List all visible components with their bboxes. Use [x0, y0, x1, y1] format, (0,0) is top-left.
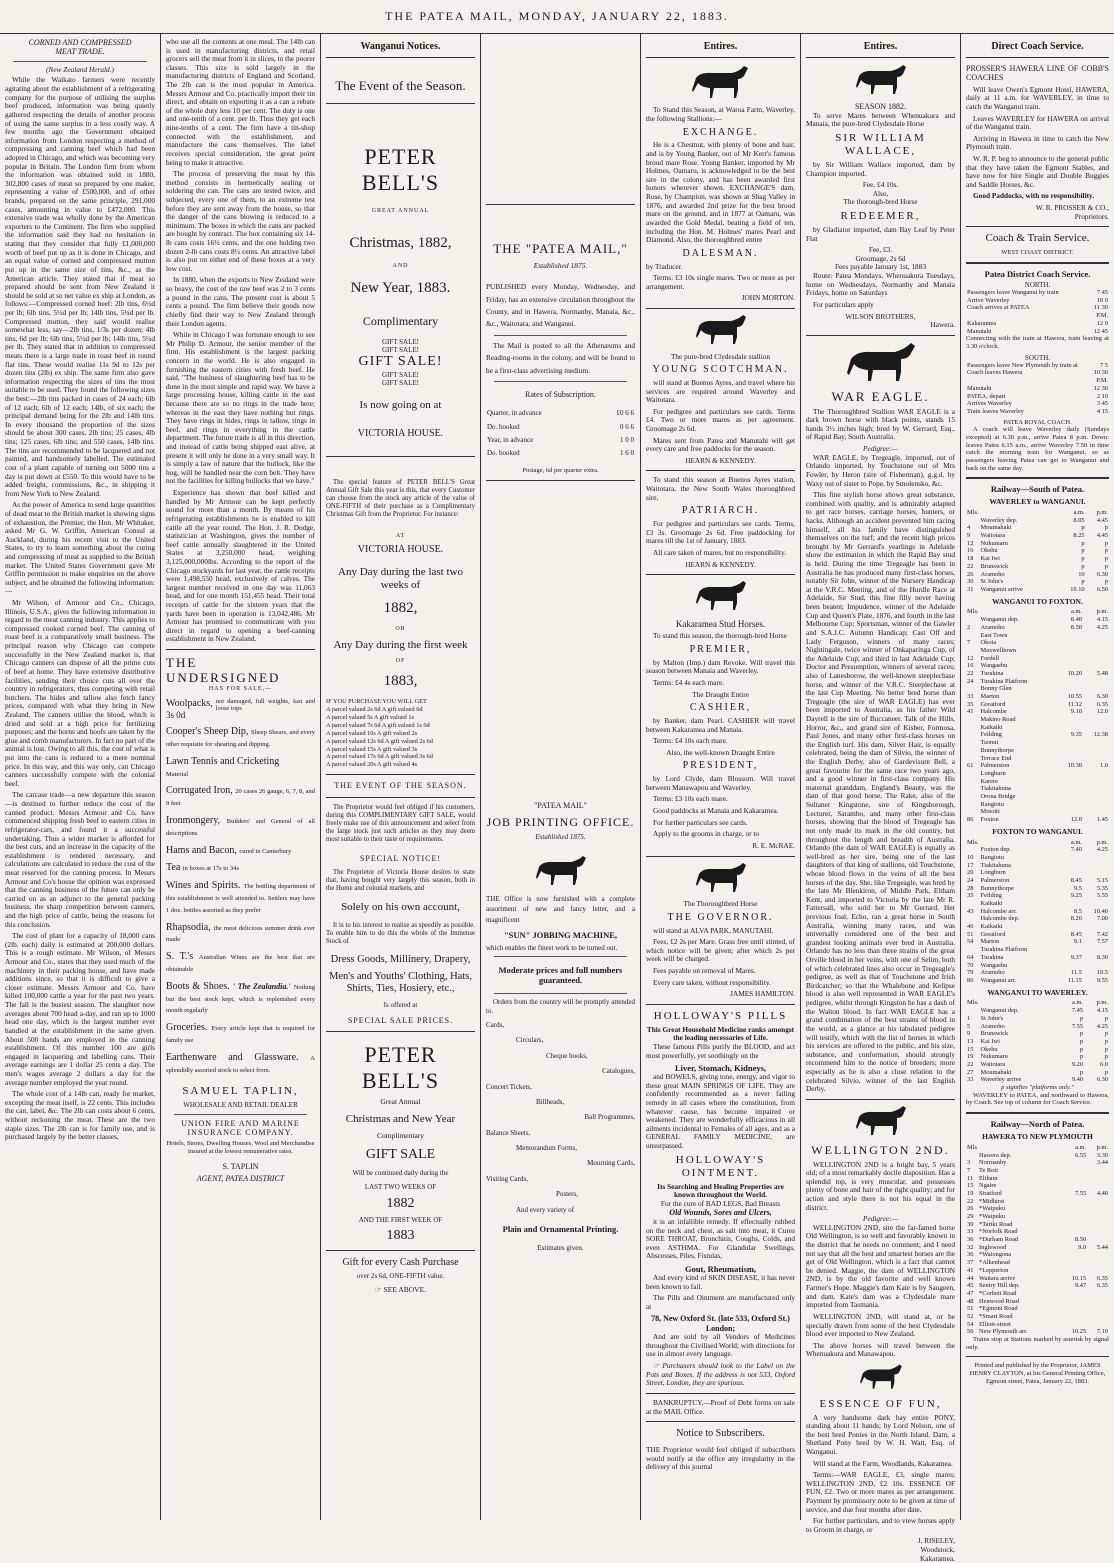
article-source: (New Zealand Herald.)	[46, 64, 114, 74]
gift-table: IF YOU PURCHASE YOU WILL GET A parcel valued 2s 6d A gift valued 6d A parcel valued 5s A gift valued 1s A parcel valued 7s 6d A gift valued 1s 6d A parcel valued 10s A gift valued 2s A parcel valued 12s 6d A gift valued 2s 6d A parcel valued 15s A gift valued 3s A parcel valued 17s 6d A gift valued 3s 6d A parcel valued 20s A gift valued 4s	[326, 698, 433, 769]
article-paragraph: In 1880, when the exports to New Zealand were so heavy, the cost of the raw beef was 2 to 3 cents a pound in the cans. The present cost is about 5 cents a pound. The firm believe their goods now chiefly find their way to New Zealand through their London agents.	[166, 275, 315, 328]
waverley-wanganui-table	[966, 509, 1109, 594]
peter-bells-heading-2: PETER BELL'S	[361, 1041, 440, 1093]
holloway-ointment-heading: HOLLOWAY'S OINTMENT.	[675, 1153, 766, 1179]
timetable-row: 86 Foxton 12.0 1.45	[967, 816, 1108, 824]
timetable-row: Mls. a.m. p.m.	[967, 999, 1108, 1007]
timetable-row: 7 Te Roti	[967, 1166, 998, 1174]
article-paragraph: Experience has shown that beef killed and handled by Mr Armour can be kept perfectly sound for more than a month. By means of his refrigerating establishments he is enabled to kill cattle all the year round. The Hon. J. R. Dodge, statistician at Washington, gives the number of beef cattle annually slaughtered in the United States at 3,250,000 head, weighing 3,125,000,000lbs. According to the report of the Chicago stockyards for last year, the cattle receipts were 1,498,550 head, exclusively of calves. The largest number received in one day was 11,063 head, and for one month 151,455 head. Their total receipts of cattle for the sixteen years that the yards have been in operation is 13,042,486. Mr Armour has promised to communicate with you direct in regard to opening a beef-canning establishment in New Zealand.	[166, 488, 315, 644]
article-paragraph: The process of preserving the meat by this method consists in hermetically sealing or soldering the can. The cans are tested twice, and subjected, every one of them, to an extreme test before they are sent away from the house, so that the danger of the cans blowing is reduced to a minimum. The boxes in which the cans are packed are bought by contract. The box containing six 14-lb cans costs 16½ cents, and the one holding two dozen 2-lb cans costs 8½ cents. An attractive label is also put on either end of these boxes at a very low cost.	[166, 169, 315, 273]
timetable-row: 5 Aramoho 7.55 4.25	[967, 1022, 1108, 1030]
column-entires-1: Entires. To Stand this Season, at Waroa Farm, Waverley, the following Stallions:— EXCHANGE. He is a Chestnut, with plenty of bone and hair, and is by Young Banker, out of Mr Kerr's famous brood mare Rose. Young Banker, imported by Mr Holmes, Oamaru, is acknowledged to be the best sire in the colony, and has been awarded first honors wherever shown. EXCHANGE'S dam, Rose, by Champion, was shown at Shag Valley in 1876, and awarded 2nd prize for the best brood mare on the ground, and in 1877 at Oamaru, was awarded the Gold Medal, beating a field of ten, including the Hon. M. Holmes' mares Pearl and Diamond. Also, the thoroughbred entire DALESMAN. by Traducer. Terms: £3 10s single mares. Two or more as per arrangement. JOHN MORTON. The pure-bred Clydesdale stallion YOUNG SCOTCHMAN. will stand at Buenos Ayres, and travel where his services are required around Waverley and Waitotara. For pedigree and particulars see cards. Terms £4. Two or more mares as per agreement. Groomage 2s 6d. Mares sent from Patea and Manutahi will get every care and free paddocks for the season. HEARN & KENNEDY. To stand this season at Buenos Ayres station, Waitotara, the New South Wales thoroughbred sire, PATRIARCH. For pedigree and particulars see cards. Terms, £3 3s. Groomage 2s 6d. Free paddocking for mares till the 1st of January, 1883. All care taken of mares, but no responsibility. HEARN & KENNEDY. Kakaramea Stud Horses. To stand this season, the thorough-bred Horse PREMIER, by Malton (Imp.) dam Revoke. Will travel this season between Manaia and Waverley. Terms: £4 4s each mare. The Draught Entire CASHIER, by Banker, dam Pearl. CASHIER will travel between Kakaramea and Manaia. Terms: £4 10s each mare. Also, the well-known Draught Entire PRESIDENT, by Lord Clyde, dam Blossom. Will travel between Manawapou and Waverley. Terms: £3 10s each mare. Good paddocks at Manaia and Kakaramea. For further particulars see cards. Apply to the grooms in charge, or to R. E. McRAE. The Thoroughbred Horse THE GOVERNOR. will stand at ALVA PARK, MANUTAHI. Fees, £2 2s per Mare. Grass free until stinted, of which notice will be given; after which 2s per week will be charged. Fees payable on removal of Mares. Every care taken, without responsibility. JAMES HAMILTON. HOLLOWAY'S PILLS This Great Household Medicine ranks amongst the leading necessaries of Life. These famous Pills purify the BLOOD, and act most powerfully, yet soothingly on the Liver, Stomach, Kidneys, and BOWELS, giving tone, energy, and vigor to these great MAIN SPRINGS OF LIFE. They are confidently recommended as a never failing remedy in all cases where the constitution, from whatever cause, has become impaired or weakened. They are wonderfully efficacious in all ailments incidental to Females of all ages, and as a GENERAL FAMILY MEDICINE, are unsurpassed. HOLLOWAY'S OINTMENT. Its Searching and Healing Properties are known throughout the World. For the cure of BAD LEGS, Bad Breasts Old Wounds, Sores and Ulcers, it is an infallible remedy. If effectually rubbed on the neck and chest, as salt into meat, it Cures SORE THROAT, Bronchitis, Coughs, Colds, and even ASTHMA. For Glandular Swellings, Abscesses, Piles, Fistulas, Gout, Rheumatism, And every kind of SKIN DISEASE, it has never been known to fail. The Pills and Ointment are manufactured only at 78, New Oxford St. (late 533, Oxford St.) London; And are sold by all Vendors of Medicines throughout the Civilised World; with directions for use in almost every language. ☞ Purchasers should look to the Label on the Pots and Boxes. If the address is not 533, Oxford Street, London, they are spurious. BANKRUPTCY.—Proof of Debt forms on sale at the MAIL Office. Notice to Subscribers. THE Proprietor would feel obliged if subscribers would notify at the office any irregularity in the delivery of this journal	[640, 34, 800, 1520]
timetable-row: 36 *Waiongona	[967, 1251, 1012, 1259]
timetable-row: 11 Eltham	[967, 1174, 998, 1182]
timetable-row: 10 Rangiotu	[967, 853, 1004, 861]
timetable-row: 52 *Smart Road	[967, 1312, 1013, 1320]
timetable-row: 3 Normanby 3.44	[967, 1159, 1108, 1167]
timetable-row: 16 Wangaehu	[967, 662, 1008, 670]
timetable-row: 9 Waitotara 8.25 4.45	[967, 532, 1108, 540]
timetable-row: 28 Bunnythorpe 9.5 5.35	[967, 884, 1108, 892]
horse-illustration	[646, 862, 795, 897]
timetable-row: 12 Fordell	[967, 654, 1000, 662]
timetable-row: 12 Nukumaru p p	[967, 539, 1108, 547]
timetable-row: 22 *Midhirst	[967, 1197, 1005, 1205]
hawera-new-plymouth-table	[966, 1144, 1109, 1336]
timetable-row: 26 *Waipuku	[967, 1205, 1006, 1213]
job-printing-heading: JOB PRINTING OFFICE.	[486, 814, 635, 829]
horse-name-exchange: EXCHANGE.	[682, 126, 759, 138]
timetable-row: Taonui	[980, 739, 999, 747]
timetable-row: Bonny Glen	[980, 685, 1012, 693]
timetable-row: 29 *Waipuku	[967, 1213, 1006, 1221]
timetable-row: 31 Wanganui arrive 10.10 6.50	[967, 585, 1108, 593]
timetable-row: 64 Turakina 9.37 8.30	[967, 953, 1108, 961]
horse-illustration	[486, 853, 635, 890]
timetable-row: 70 Wangaehu	[967, 961, 1008, 969]
timetable-row: 24 Palmerston 8.45 5.15	[967, 876, 1108, 884]
section-heading: Entires.	[806, 38, 955, 58]
horse-illustration	[646, 64, 795, 103]
timetable-row: 24 Turakina Platform	[967, 677, 1028, 685]
column-meat-trade-continued	[160, 34, 320, 1520]
imprint: Printed and published by the Proprietor, JAMES HENRY CLAYTON, at his General Printing Office, Egmont street, Patea, January 22, 1883.	[969, 1362, 1106, 1385]
taplin-name: SAMUEL TAPLIN,	[182, 1085, 299, 1098]
timetable-row: 4 Moumahaki p p	[967, 524, 1108, 532]
timetable-row: 13 Kai Iwi p p	[967, 1037, 1108, 1045]
timetable-row: 19 Stratford 7.55 4.40	[967, 1189, 1108, 1197]
timetable-row: 54 Elliott-street	[967, 1320, 1011, 1328]
timetable-row: 30 *Tariki Road	[967, 1220, 1013, 1228]
timetable-row: Hawera dep. 6.55 3.30	[979, 1151, 1108, 1159]
article-paragraph: The whole cost of a 14lb can, ready for market, excepting the meat itself, is 22 cents. This includes the can, label, &c. The 2lb can costs about 6 cents, without reckoning the meat. These are the two staple sizes. The 2lb can is for family use, and is purchased largely by the better classes,	[5, 1089, 155, 1142]
timetable-row: 61 Palmerston 10.30 1.0	[967, 762, 1108, 770]
timetable-row: Longburn	[980, 769, 1006, 777]
subscription-rates: Quarter, in advance £0 6 6 Do. booked 0 6 6 Year, in advance 1 0 0 Do. booked 1 6 0	[487, 409, 634, 458]
timetable-row: 45 Sentry Hill dep. 9.47 6.35	[967, 1282, 1108, 1290]
timetable-row: Bunnythorpe	[980, 746, 1014, 754]
article-paragraph: The carcase trade—a new departure this season—is destined to further reduce the cost of the canned product. Messrs Armour and Co. have commenced shipping fresh beef to eastern cities in refrigerator-cars, and found it a successful undertaking. Thus a wider market is afforded for the best cuts, and an increase in the capacity of the establishment is rendered necessary, and calculations are calculated to reduce the cost of the meat reserved for the canning process. In Messrs Armour and Co's house the opinion was expressed that the canning business of the future can only be carried on as an adjunct to the general packing business, the sharp competition between canners, and the high price of cattle, being the reasons for this conclusion.	[5, 790, 155, 929]
timetable-row: 9 Brunswick p p	[967, 1030, 1108, 1038]
foxton-wanganui-table	[966, 839, 1109, 985]
timetable-row: 41 Halcombe 9.10 12.0	[967, 708, 1108, 716]
timetable-row: Halcombe dep. 8.20 7.00	[980, 915, 1108, 923]
article-title: CORNED AND COMPRESSED	[28, 38, 132, 47]
column-wanganui-notices: Wanganui Notices. The Event of the Season. PETER BELL'S GREAT ANNUAL Christmas, 1882, AND New Year, 1883. Complimentary GIFT SALE! GIFT SALE! GIFT SALE! GIFT SALE! GIFT SALE! Is now going on at VICTORIA HOUSE. The special feature of PETER BELL'S Great Annual Gift Sale this year is this, that every Customer can choose from the stock any article of the value of ONE-FIFTH of their purchase as a Complimentary Christmas Gift from the Proprietor. For instance: AT VICTORIA HOUSE. Any Day during the last two weeks of 1882, OR Any Day during the first week OF 1883, IF YOU PURCHASE YOU WILL GET A parcel valued 2s 6d A gift valued 6d A parcel valued 5s A gift valued 1s A parcel valued 7s 6d A gift valued 1s 6d A parcel valued 10s A gift valued 2s A parcel valued 12s 6d A gift valued 2s 6d A parcel valued 15s A gift valued 3s A parcel valued 17s 6d A gift valued 3s 6d A parcel valued 20s A gift valued 4s THE EVENT OF THE SEASON. The Proprietor would feel obliged if his customers, during this COMPLIMENTARY GIFT SALE, would freely make use of this announcement and select from the large stock just such articles as they may deem most suitable to their taste or requirements. SPECIAL NOTICE! The Proprietor of Victoria House desires to state that, having bought very largely this season, both in the Home and colonial markets, and Solely on his own account, It is to his interest to realise as speedily as possible. To enable him to do this the whole of the Immense Stock of Dress Goods, Millinery, Drapery, Men's and Youths' Clothing, Hats, Shirts, Ties, Hosiery, etc., Is offered at SPECIAL SALE PRICES. PETER BELL'S Great Annual Christmas and New Year Complimentary GIFT SALE Will be continued daily during the LAST TWO WEEKS OF 1882 AND THE FIRST WEEK OF 1883 Gift for every Cash Purchase over 2s 6d, ONE-FIFTH value. ☞ SEE ABOVE.	[320, 34, 480, 1520]
peter-bells-heading: PETER BELL'S	[361, 144, 440, 196]
horse-name-war-eagle: WAR EAGLE.	[831, 389, 930, 405]
timetable-row: 48 Henwood Road	[967, 1297, 1019, 1305]
timetable-row: Wanganui dep. 7.45 4.15	[980, 1007, 1108, 1015]
timetable-row: 33 Waverley arrive 9.40 6.30	[967, 1076, 1108, 1084]
timetable-row: Mls a.m. p.m.	[967, 1143, 1108, 1151]
timetable-row: Rangiotu	[980, 800, 1004, 808]
column-entires-2: Entires. SEASON 1882. To serve Mares between Whenuakura and Manaia, the pure-bred Clydesdale Horse SIR WILLIAM WALLACE, by Sir William Wallace imported, dam by Champion imported. Fee, £4 10s. Also, The thorough-bred Horse REDEEMER, by Gladiator imported, dam Bay Leaf by Peter Flat Fee, £3. Groomage, 2s 6d Fees payable January 1st, 1883 Route: Patea Mondays, Whenuakura Tuesdays, home on Wednesdays, Normanby and Manaia Fridays, home on Saturdays For particulars apply WILSON BROTHERS, Hawera. WAR EAGLE. The Thoroughbred Stallion WAR EAGLE is a dark brown horse with black points, stands 15 hands 3½ inches high; bred by W. Gerrard, Esq., of Rapid Bay, South Australia. Pedigree:— WAR EAGLE, by Tregeagle, imported, out of Orlando imported, by Touchstone out of Mrs Fowler, by Heron (sire of Fisherman), g.g.d. by Waxy out of sister to Pope, by Smolensko, &c. This fine stylish horse shows great substance, combined with quality, and is admirably adapted to get race horses, carriage horses, hunters, or hacks. Although an accident prevented him racing himself, all his family have distinguished themselves on the turf; and the recent high prices brought by Mr Gerrard's yearlings in Adelaide show the estimation in which the Rapid Bay stud is held. During the time Tregeagle has been in Australia he has produced many first-class horses, notably Sir John, winner of the Nursery Handicap at the V.R.C. Meeting, and of the Hurdle Race at Adelaide, Sir Stud, this fine filly never having been beaten; Impudence, winner of the Adelaide Cup and Queen's Plate, 1876, and fourth in the last Melbourne Cup; Sportsman, winner of the Gawler and S.A.J.C. Autumn Handicap; Cast Off and Lady Ferguson, winners of many races; Nightingale, twice winner of Onkaparinga Cup, of the Adelaide Cup, and third in last Adelaide Cup; Doctor and Presumption, winners of several races; also of Lanesborow, the well-known steeplechase horse, and winner of the V.R.C. Steeplechase at the last Cup Meeting. No better bred horse than Tregeagle (the sire of WAR EAGLE) has ever been imported to Australia, as his father Wild Dayrell is the sire of Buccaneer. Talk of the Hills, Horror, &c., and grand sire of Kisber, Formosa, Paul Jones, and many other first-class horses on the English turf. His dam, Silver Hair, is equally celebrated, being the dam of Silvio, the winner of the English Derby, also of Gardevisure Bell, a great favourite for the same race two years ago, and a good winner in first-class company. His maternal granddam, England's Beauty, was the dam of that good horse, The Rake, also of the Sultaner Kingstone, sire of Kingsborough, Lecturer, Sarambo, and many other first-class horses, showing that the blood of Tregeagle has not only made its mark in the old country, but throughout the length and breadth of Australia. Orlando (the dam of WAR EAGLE) is equally as well-bred as her sire, being one of the last daughters of that king of stallions, old Touchstone, whose blood flows in the veins of all the best horses of the day. She, like Tregeagle, was bred by the late Mr Blenkiron, of Middle Park, Eltham Kent, and imported to Victoria by the late Mr R. Fattersall, who sold her to Mr Gerrard. Her previous foal, Echo, ran a great horse in South Australia, winning many races, and was universally considered one of the best and grandest looking animals ever bred in Australia. Orlando has no less than three strains of the great Orville blood in her veins, with one of Selim, both of which celebrated lines also occur in Tregeagle's pedigree, as well as that of Touchstone and Irish Birdcatcher; so that the Whalebone and Kelipse blood is also well represented in WAR EAGLE's pedigree, whilst through Kingston he has a dash of the Walton blood. In fact WAR EAGLE has a grand combination of the best strains of blood in the world, as a glance at his tabulated pedigree will testify, which with the list of horses in which his services are offered to the public, and his size, substance, and conformation, should strongly recommend him to the notice of breeders; more especially as he is also a close relation to the celebrated Silvio, winner of the last English Derby. WELLINGTON 2ND. WELLINGTON 2ND is a bright bay, 5 years old; of a most remarkably docile disposition. Has a splendid top, is very muscular, and possesses plenty of bone and hair of the right quality; and for action and style there is not his equal in the district. Pedigree:— WELLINGTON 2ND, sire the far-famed horse Old Wellington, is so well and favorably known in the district that he needs no comment; and I need not say that all the best and smartest horses are the get of Old Wellington, which is a fact that cannot be denied. Maggie, the dam of WELLINGTON 2ND, is by the old favorite and well known Farmer's Hope. Maggie's dam Kate is by Saugeen, and dam. Kate's dam was a Clydesdale mare imported from Tasmania. WELLINGTON 2ND, will stand at, or be specially drawn from some of the best Clydesdale blood ever imported to New Zealand. The above horses will travel between the Whenuakura and Manawapou. ESSENCE OF FUN, A very handsome dark bay entire PONY, standing about 11 hands; by Lord Nelson, one of the best bred Ponies in the North Island. Dam, a Shetland Pony bred by W. H. Watt, Esq. of Wanganui. Will stand at the Farm, Woodlands, Kakaramea. Terms:—WAR EAGLE, £3, single mares; WELLINGTON 2ND, £2 10s. ESSENCE OF FUN, £2. Two or more mares as per arrangement. Payment by promissory note to be given at time of service, and due four months after date. For further particulars, and to view horses apply to Groom in charge, or J. RISELEY, Woodstock, Kakaramea.	[800, 34, 960, 1520]
timetable-row: 86 Wanganui arr. 11.15 9.55	[967, 976, 1108, 984]
timetable-row: Makino Road	[980, 716, 1016, 724]
timetable-row: 22 Waitotara 9.20 6.0	[967, 1060, 1108, 1068]
section-heading: Direct Coach Service.	[966, 38, 1109, 58]
print-items: Cards, Circulars, Cheque books, Catalogues, Concert Tickets, Billheads, Ball Programmes, Balance Sheets, Memorandum Forms, Mourning Cards, Visiting Cards, Posters, And every variety of	[486, 1020, 635, 1214]
timetable-row: Motoiti	[980, 808, 1000, 816]
article-paragraph: Mr Wilson, of Armour and Co., Chicago, Illinois, U.S.A., gives the following information in regard to the meat canning industry. This applies to compressed cooked corned beef. The canning of roast beef is a comparatively small business. The principal reason why Chicago can compete successfully in the New Zealand market is, that Chicago canners can dispose of all the prime cuts of beef at home. They have extensive distributive facilities, sending their choice cuts all over the country in refrigerators, thus competing with retail butchers. The hides and tallow also fetch fancy prices, compared with what they bring in New Zealand. The canners utilise the blood, which is dried and sold at a high price for fertilizing purposes; and the horns and hoofs are taken by the glue and comb manufacturers. In fact no part of the animal is lost. Owing to all this, the cost of what is put into the cans is reduced to a mere nominal price. In this way, and this way only, can Chicago canners successfully compete with the colonial beef.	[5, 598, 155, 788]
timetable-row: 15 Ngaire	[967, 1182, 997, 1190]
article-paragraph: The cost of plant for a capacity of 18,000 cans (2lb. each) daily is estimated at 200,000 dollars. This is a rough estimate. Mr Wilson, of Messrs Armour and Co., states that they used much of the machinery in their packing house, and have made additions since, so that it is difficult to give a closer estimate. Messrs Armour and Co. have killed 100,000 cattle a year for the past two years. The fall is the busiest season. The slaughter now averages about 700 head a-day, and ran up to 1000 head one day, which is the largest number ever handled at the establishment in the same given. About 500 hands are employed in the canning establishment. Of this number 100 are girls engaged in lacquering and labelling cans. Their average earnings are 1 dollar 25 cents a day. The men's wages average 2 dollars a day for the average number employed the year round.	[5, 931, 155, 1087]
timetable-row: 26 Aramoho 10 6.30	[967, 570, 1108, 578]
timetable-row: 7 Okoia	[967, 639, 997, 647]
timetable-row: 79 Aramoho 11.5 10.5	[967, 969, 1108, 977]
timetable-row: 47 *Corbett Road	[967, 1289, 1017, 1297]
timetable-row: Feilding 9.35 12.38	[980, 731, 1108, 739]
timetable-row: Wanganui dep. 8.40 4.15	[980, 616, 1108, 624]
column-coach-rail: Direct Coach Service. PROSSER'S HAWERA LINE OF COBB'S COACHES Will leave Owen's Egmont Hotel, HAWERA, daily at 11 a.m. for WAVERLEY, in time to catch the Wanganui train. Leaves WAVERLEY for HAWERA on arrival of the Wanganui train. Arriving in Hawera in time to catch the New Plymouth train. W. R. P. beg to announce to the general public that they have taken the Egmont Stables, and have now for hire Single and Double Buggies and Saddle Horses, &c. Good Paddocks, with no responsibility. W. R. PROSSER & CO., Proprietors. Coach & Train Service. WEST COAST DISTRICT. Patea District Coach Service. NORTH. Passengers leave Wanganui by train 7 45 Arrive Waverley 10 0 Coach arrives at PATEA 11 30 P.M. Kakaramea 12 0 Manutahi 12 45 Connecting with the train at Hawera, train leaving at 3.30 o'clock. SOUTH. Passengers leave New Plymouth by train at 7 5 Coach leaves Hawera 10 30 P.M. Manutahi 12 30 PATEA, depart 2 10 Arrives Waverley 3 45 Train leaves Waverley 4 15 PATEA ROYAL COACH. A coach will leave Waverley daily (Sundays excepted) at 6.30 p.m., arrive Patea 8 p.m. Down: leaves Patea 6.15 a.m., arrive Waverley 7.50 in time catch the morning train for Wanganui, so as passengers leaving Patea can get to Wanganui and back on the same day. Railway—South of Patea. WAVERLEY to WANGANUI. Mls. a.m. p.m. Waverley dep. 8.05 4.45 4 Moumahaki p p 9 Waitotara 8.25 4.45 12 Nukumaru p p 16 Okehu p p 18 Kai Iwi p p 22 Brunswick p p 26 Aramoho 10 6.30 30 St John's p p 31 Wanganui arrive 10.10 6.50 WANGANUI TO FOXTON. Mls. a.m. p.m. Wanganui dep. 8.40 4.15 2 Aramoho 8.50 4.25 East Town 7 Okoia Maxwelltown 12 Fordell 16 Wangaehu 22 Turakina 10.20 5.48 24 Turakina Platform Bonny Glen 33 Marton 10.55 6.30 35 Greatford 11.12 6.35 41 Halcombe 9.10 12.0 Makino Road Kaikaiki Feilding 9.35 12.38 Taonui Bunnythorpe Terrace End 61 Palmerston 10.30 1.0 Longburn Karere Tiakitahuna Oroua Bridge Rangiotu Motoiti 86 Foxton 12.0 1.45 FOXTON TO WANGANUI. Mls. a.m. p.m. Foxton dep. 7.40 4.25 10 Rangiotu 17 Tiakitahuna 20 Longburn 24 Palmerston 8.45 5.15 28 Bunnythorpe 9.5 5.35 35 Feilding 9.25 5.55 Kaikaiki 43 Halcombe arr. 8.5 10.40 Halcombe dep. 8.20 7.00 46 Kaikaiki 51 Greatford 8.45 7.42 54 Marton 9.1 7.57 Turakina Platform 64 Turakina 9.37 8.30 70 Wangaehu 79 Aramoho 11.5 10.5 86 Wanganui arr. 11.15 9.55 WANGANUI TO WAVERLEY. Mls. a.m. p.m. Wanganui dep. 7.45 4.15 1 St John's p p 5 Aramoho 7.55 4.25 9 Brunswick p p 13 Kai Iwi p p 15 Okehu p p 19 Nukumaru p p 22 Waitotara 9.20 6.0 27 Moumahaki p p 33 Waverley arrive 9.40 6.30 p signifies "platforms only." WAVERLEY to PATEA, and northward to Hawera, by Coach. See top of column for Coach Service. Railway—North of Patea. HAWERA TO NEW PLYMOUTH Mls a.m. p.m. Hawera dep. 6.55 3.30 3 Normanby 3.44 7 Te Roti 11 Eltham 15 Ngaire 19 Stratford 7.55 4.40 22 *Midhirst 26 *Waipuku 29 *Waipuku 30 *Tariki Road 33 *Norfolk Road 36 *Durham Road 8.50 32 Inglewood 9.0 5.44 36 *Waiongona 37 *Alkenhead 41 *Lepperton 44 Waitara arrive 10.15 6.35 45 Sentry Hill dep. 9.47 6.35 47 *Corbett Road 48 Henwood Road 51 *Egmont Road 52 *Smart Road 54 Elliott-street 56 New Plymouth arr. 10.25 7.10 Trains stop at Stations marked by asterisk by signal only. Printed and published by the Proprietor, JAMES HENRY CLAYTON, at his General Printing Office, Egmont street, Patea, January 22, 1883.	[960, 34, 1114, 1520]
timetable-row: 15 Okehu p p	[967, 1045, 1108, 1053]
timetable-row: 41 *Lepperton	[967, 1266, 1009, 1274]
timetable-row: Kaikaiki	[980, 900, 1003, 908]
timetable-row: 36 *Durham Road 8.50	[967, 1236, 1087, 1244]
north-coach-table: Passengers leave Wanganui by train 7 45 Arrive Waverley 10 0 Coach arrives at PATEA 11 30 P.M. Kakaramea 12 0 Manutahi 12 45	[967, 289, 1108, 335]
timetable-row: 30 St John's p p	[967, 578, 1108, 586]
timetable-row: 22 Turakina 10.20 5.48	[967, 669, 1108, 677]
column-meat-trade	[0, 34, 160, 1520]
column-patea-mail: THE "PATEA MAIL," Established 1875. PUBLISHED every Monday, Wednesday, and Friday, has an extensive circulation throughout the County, and in Hawera, Normanby, Manaia, &c., &c., Waitotara, and Wanganui. The Mail is posted to all the Athenæums and Reading-rooms in the colony, and will be found to be a first-class advertising medium. Rates of Subscription. Quarter, in advance £0 6 6 Do. booked 0 6 6 Year, in advance 1 0 0 Do. booked 1 6 0 Postage, 6d per quarter extra. "PATEA MAIL" JOB PRINTING OFFICE. Established 1875. THE Office is now furnished with a complete assortment of new and fancy letter, and a magnificent "SUN" JOBBING MACHINE, which enables the finest work to be turned out. Moderate prices and full numbers guaranteed. Orders from the country will be promptly attended to. Cards, Circulars, Cheque books, Catalogues, Concert Tickets, Billheads, Ball Programmes, Balance Sheets, Memorandum Forms, Mourning Cards, Visiting Cards, Posters, And every variety of Plain and Ornamental Printing. Estimates given.	[480, 34, 640, 1520]
timetable-row: 44 Waitara arrive 10.15 6.35	[967, 1274, 1108, 1282]
timetable-row: Maxwelltown	[980, 646, 1017, 654]
article-paragraph: As the power of America to send large quantities of dead meat to the British market is showing signs of exhaustion, the Premier, the Hon. Mr Whitaker, asked Mr G. W. Griffin, American Consul at Auckland, during his recent visit to the United States, to try to learn something about the curing and compressing of meat as supplied to the British market. The United States Government gave Mr Griffin permission to make enquiries on the above subject, and he obtained the following information:—	[5, 500, 155, 596]
wanganui-foxton-table	[966, 608, 1109, 823]
timetable-row: Mls. a.m. p.m.	[967, 838, 1108, 846]
horse-illustration	[806, 341, 955, 386]
timetable-row: 18 Kai Iwi p p	[967, 555, 1108, 563]
timetable-row: 51 Greatford 8.45 7.42	[967, 930, 1108, 938]
undersigned-heading: THE UNDERSIGNED	[166, 655, 281, 686]
timetable-row: 35 Greatford 11.12 6.35	[967, 700, 1108, 708]
taplin-advert: THE UNDERSIGNED HAS FOR SALE,— Woolpacks, 3s 0d not damaged, full weights, fast and loose tops Cooper's Sheep Dip, Sheep Shears, and every other requisite for shearing and dipping. Lawn Tennis and Cricketing Material Corrugated Iron, 20 cases 26 gauge, 6, 7, 8, and 9 feet Ironmongery, Builders' and General of all descriptions Hams and Bacon, cured in Canterbury Tea in boxes at 17s to 34s Wines and Spirits. The bottling department of this establishment is well attended to. Settlers may have 1 doz. bottles assorted as they prefer Rhapsodia, the most delicious summer drink ever made S. T.'s Australian Wines are the best that are obtainable Boots & Shoes. ' The Zealandia.' Nothing but the best stock kept, which is replenished every month regularly Groceries. Every article kept that is required for family use Earthenware and Glassware. A splendidly assorted stock to select from. SAMUEL TAPLIN, WHOLESALE AND RETAIL DEALER UNION FIRE AND MARINE INSURANCE COMPANY. Hotels, Stores, Dwelling Houses, Wool and Merchandise insured at the lowest remunerative rates. S. TAPLIN AGENT, PATEA DISTRICT	[166, 655, 316, 1184]
timetable-row: 27 Moumahaki p p	[967, 1068, 1108, 1076]
timetable-row: Oroua Bridge	[980, 792, 1016, 800]
timetable-row: Foxton dep. 7.40 4.25	[980, 846, 1108, 854]
horse-illustration	[646, 314, 795, 349]
article-paragraph: While the Waikato farmers were recently agitating about the establishment of a refrigerating company for the purpose of utilising the surplus beef produced, information was being quietly gathered respecting the details of another process of using the same surplus in a less costly way. A few months ago the Government obtained information from London respecting a method of compressing and canning beef which had been adopted in Chicago, and which was becoming very popular in Britain. The London firm from whom the information was obtained sold in 1880, 302,800 cases of meat so prepared by one maker, representing a value of £500,000, and of other brands, prepared on the same principle, 291,000 cases, amounting in value to £472,000. This extensive trade was wholly done by the American exporters to the Continent. The firm who supplied the information said they had no hesitation in stating that they consider that fully £1,000,000 worth of beef put up as it is done in Chicago, and an equal value of corned and compressed mutton put up in the same size of tins, &c., as the American article. They stated that if meat so prepared should be sent from New Zealand it should be sold at so net value ex ship at London, as follows:—Compressed corned beef: 2lb tins, 6½d per lb; 6lb tins, 5½d per lb; 14lb tins, 5¼d per lb. Compressed mutton, they said would realise somewhat less, say—2lb tins, 1/3s per dozen; 4lb tins, 6d per lb; 6lb tins, 5½d per lb; 14lb tins, 5¼d per lb. They stated that in addition to compressed meats there is a large trade in roast beef in round flat tins. These would realise 11s 9d to 12s per dozen tins (2lb) ex ship. The same firm also gave information respecting the sizes of tins the most suitable to be used. They found the following sizes the best:—2lb tins packed in cases of 24 each; 6lb of 12 each; 6lb of 12 each; 14lb, of six each; the principal demand being for the 2lb and 14lb tins. In every thousand the proportion of the sizes should be about 300 cases, 2lb tins; 25 cases, 4lb tins; 125 cases, 6lb tins; and 550 cases, 14lb tins. The tins are recommended to be lacquered and not painted, and handsomely labelled. The estimated cost of a plant capable of turning out 5000 tins a day is put down at £550. To this would have to be added freight, commissions, &c., in shipping it from New York to New Zealand.	[5, 75, 155, 498]
timetable-row: East Town	[980, 631, 1008, 639]
horse-illustration	[806, 1105, 955, 1140]
timetable-row: Waverley dep. 8.05 4.45	[980, 516, 1108, 524]
article-title-2: MEAT TRADE.	[55, 47, 105, 57]
timetable-row: 20 Longburn	[967, 869, 1006, 877]
timetable-row: 56 New Plymouth arr. 10.25 7.10	[967, 1328, 1108, 1336]
timetable-row: 37 *Alkenhead	[967, 1259, 1010, 1267]
timetable-row: 51 *Egmont Road	[967, 1305, 1018, 1313]
timetable-row: Terrace End	[980, 754, 1012, 762]
south-coach-table: Passengers leave New Plymouth by train at 7 5 Coach leaves Hawera 10 30 P.M. Manutahi 12 30 PATEA, depart 2 10 Arrives Waverley 3 45 Train leaves Waverley 4 15	[967, 361, 1108, 415]
timetable-row: 16 Okehu p p	[967, 547, 1108, 555]
holloway-pills-heading: HOLLOWAY'S PILLS	[653, 1009, 788, 1022]
timetable-row: Tiakitahuna	[980, 785, 1011, 793]
timetable-row: Karere	[980, 777, 998, 785]
horse-illustration	[646, 580, 795, 615]
timetable-row: Mls. a.m. p.m.	[967, 608, 1108, 616]
timetable-row: Kaikaiki	[980, 723, 1003, 731]
timetable-row: Turakina Platform	[980, 946, 1028, 954]
timetable-row: 17 Tiakitahuna	[967, 861, 1011, 869]
timetable-row: 22 Brunswick p p	[967, 562, 1108, 570]
timetable-row: 1 St John's p p	[967, 1014, 1108, 1022]
timetable-row: Mls. a.m. p.m.	[967, 509, 1108, 517]
insurance-heading: UNION FIRE AND MARINE INSURANCE COMPANY.	[181, 1118, 300, 1137]
masthead: THE PATEA MAIL, MONDAY, JANUARY 22, 1883.	[0, 0, 1114, 34]
article-paragraph: While in Chicago I was fortunate enough to see Mr Philip D. Armour, the senior member of the firm. His establishment is the largest packing concern in the world. He is also engaged in furnishing the eastern cities with fresh beef. He said, "The business of slaughtering beef has to be done in the most simple and rapid way. We have a large processing house, killing cattle in the east because there are so no rings in the trade here; whereas in the east they have nothing but rings. They have rings in hides, rings in tallow, rings in beef, and rings in everything in the cattle department. The future trade is all in this direction, and instead of cattle being shipped east alive, at present it will only be done in a very small way. It is simply a law of nature that the bullock, like the hog, will be handled near the corn belt. They have not the facilities for killing bullocks that we have."	[166, 330, 315, 486]
mail-title: THE "PATEA MAIL,"	[493, 241, 628, 256]
timetable-row: 33 *Norfolk Road	[967, 1228, 1018, 1236]
section-heading: Entires.	[646, 38, 795, 58]
timetable-row: 35 Feilding 9.25 5.55	[967, 892, 1108, 900]
timetable-row: 2 Aramoho 8.50 4.25	[967, 623, 1108, 631]
timetable-row: 33 Marton 10.55 6.30	[967, 693, 1108, 701]
timetable-row: 32 Inglewood 9.0 5.44	[967, 1243, 1108, 1251]
timetable-row: 46 Kaikaiki	[967, 923, 1003, 931]
timetable-row: 43 Halcombe arr. 8.5 10.40	[967, 907, 1108, 915]
timetable-row: 54 Marton 9.1 7.57	[967, 938, 1108, 946]
section-heading: Wanganui Notices.	[326, 38, 475, 58]
article-paragraph: who use all the contents at one meal. The 14lb can is used in manufacturing districts, and retail grocers sell the meat from it in slices, to the poorer classes. This size is sold largely in the manufacturing districts of England and Scotland. The 2lb can is the most popular in America. Messrs Armour and Co. practically import their tin direct, and obtain on exporting it as a can a rebate of the whole duty less 10 per cent. The duty is one and one-tenth of a cent. per lb. Thus they get each nine-tenths of a cent. The firm have a tin-shop connected with the establishment, and manufacture the cans themselves. The label receives special consideration, the great point being to make it attractive.	[166, 37, 315, 167]
timetable-row: 19 Nukumaru p p	[967, 1053, 1108, 1061]
pony-illustration	[806, 1363, 955, 1394]
horse-illustration	[806, 64, 955, 99]
wanganui-waverley-table	[966, 999, 1109, 1084]
